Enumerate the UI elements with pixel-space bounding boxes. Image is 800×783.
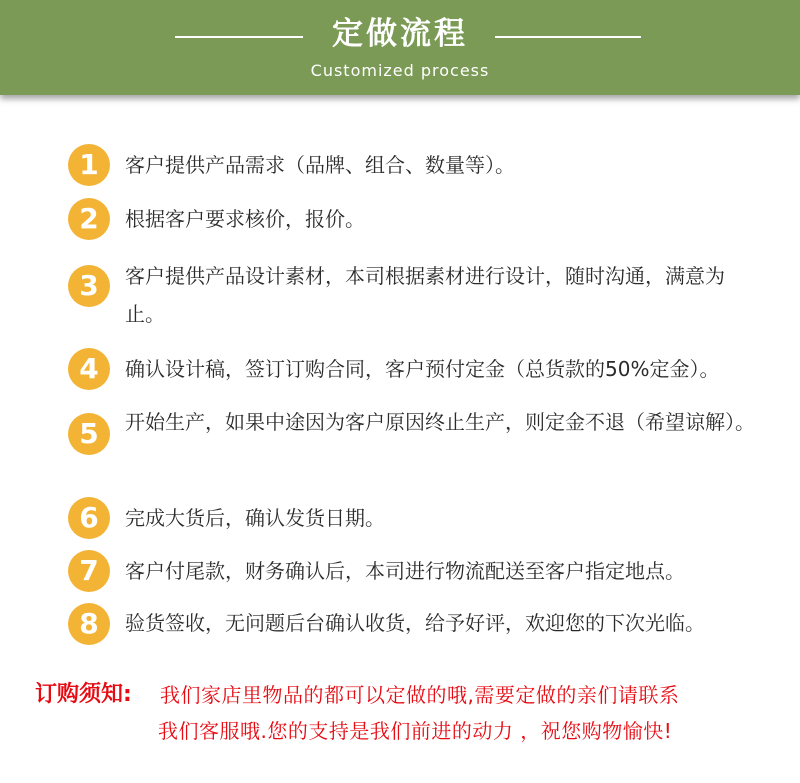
notice-label: 订购须知: [35,682,132,707]
step-text: 根据客户要求核价，报价。 [125,207,365,231]
step-number-badge: 2 [68,198,110,240]
step-number-badge: 8 [68,603,110,645]
page-subtitle: Customized process [310,61,490,80]
step-text: 完成大货后，确认发货日期。 [125,506,385,530]
step-text: 客户提供产品设计素材，本司根据素材进行设计，随时沟通，满意为止。 [125,264,725,326]
step-number-badge: 7 [68,550,110,592]
step-number-badge: 1 [68,144,110,186]
step-number-badge: 4 [68,348,110,390]
step-text: 客户付尾款，财务确认后，本司进行物流配送至客户指定地点。 [125,559,685,583]
notice-text-line-2: 我们客服哦.您的支持是我们前进的动力 ，祝您购物愉快! [158,719,673,743]
step-number-badge: 3 [68,265,110,307]
step-text: 验货签收，无问题后台确认收货，给予好评，欢迎您的下次光临。 [125,611,705,635]
step-text: 开始生产，如果中途因为客户原因终止生产，则定金不退（希望谅解）。 [125,410,755,434]
step-text: 客户提供产品需求（品牌、组合、数量等）。 [125,153,515,177]
step-number-badge: 6 [68,497,110,539]
step-text: 确认设计稿，签订订购合同，客户预付定金（总货款的50%定金）。 [125,357,720,381]
step-number-badge: 5 [68,413,110,455]
page-title: 定做流程 [332,16,468,52]
header-banner [0,0,800,95]
header-divider-right [495,36,641,38]
notice-text-line-1: 我们家店里物品的都可以定做的哦,需要定做的亲们请联系 [160,683,680,707]
